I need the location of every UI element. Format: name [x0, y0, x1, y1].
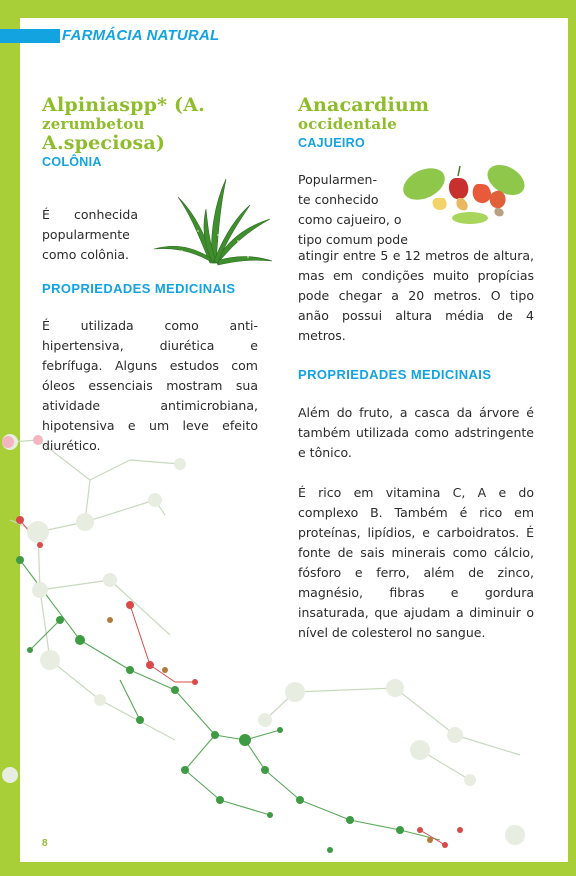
- alpinia-title-line3: A.speciosa): [42, 132, 166, 154]
- alpinia-intro: É conhecida popularmente como colônia.: [42, 207, 138, 262]
- alpinia-common-name: COLÔNIA: [42, 155, 102, 169]
- anacardium-properties-heading: PROPRIEDADES MEDICINAIS: [298, 367, 492, 382]
- anacardium-title-line1: Anacardium: [298, 94, 430, 116]
- alpinia-properties-heading: PROPRIEDADES MEDICINAIS: [42, 281, 236, 296]
- left-column-alpinia: [42, 96, 258, 456]
- top-frame-bar: [0, 0, 576, 18]
- anacardium-intro-line3: como cajueiro, o: [298, 212, 402, 227]
- anacardium-intro-line4: tipo comum pode: [298, 232, 408, 247]
- section-header-title: FARMÁCIA NATURAL: [62, 27, 220, 44]
- cashew-fruit-image: [400, 158, 530, 228]
- page-number: 8: [42, 838, 48, 849]
- right-column-anacardium: [298, 96, 534, 643]
- aloe-plant-image: [152, 175, 274, 269]
- alpinia-title: [42, 96, 258, 153]
- anacardium-paragraph-1: Além do fruto, a casca da árvore é também utilizada como adstringente e tônico.: [298, 405, 534, 460]
- anacardium-paragraph-2: É rico em vitamina C, A e do complexo B. Também é rico em proteínas, lipídios, e carboidratos. É fonte de sais minerais como cálcio, fósforo e ferro, além de zinco, magnésio, fibras e gordura insaturada, que ajudam a diminuir o nível de colesterol no sangue.: [298, 485, 534, 640]
- anacardium-title-line2: occidentale: [298, 115, 397, 133]
- alpinia-title-line2: zerumbetou: [42, 115, 145, 133]
- alpinia-properties-text: É utilizada como anti-hipertensiva, diurética e febrífuga. Alguns estudos com óleos essenciais mostram sua atividade antimicrobiana, hipotensiva e um leve efeito diurético.: [42, 318, 258, 453]
- anacardium-intro-rest: atingir entre 5 e 12 metros de altura, mas em condições muito propícias pode chegar a 20 metros. O tipo anão possui altura média de 4 metros.: [298, 248, 534, 343]
- anacardium-intro-line1: Popularmen-: [298, 172, 377, 187]
- anacardium-intro-line2: te conhecido: [298, 192, 379, 207]
- alpinia-title-line1: Alpiniaspp* (A.: [42, 94, 205, 116]
- anacardium-common-name: CAJUEIRO: [298, 136, 365, 150]
- anacardium-title: [298, 96, 534, 134]
- header-accent-bar: [0, 29, 60, 43]
